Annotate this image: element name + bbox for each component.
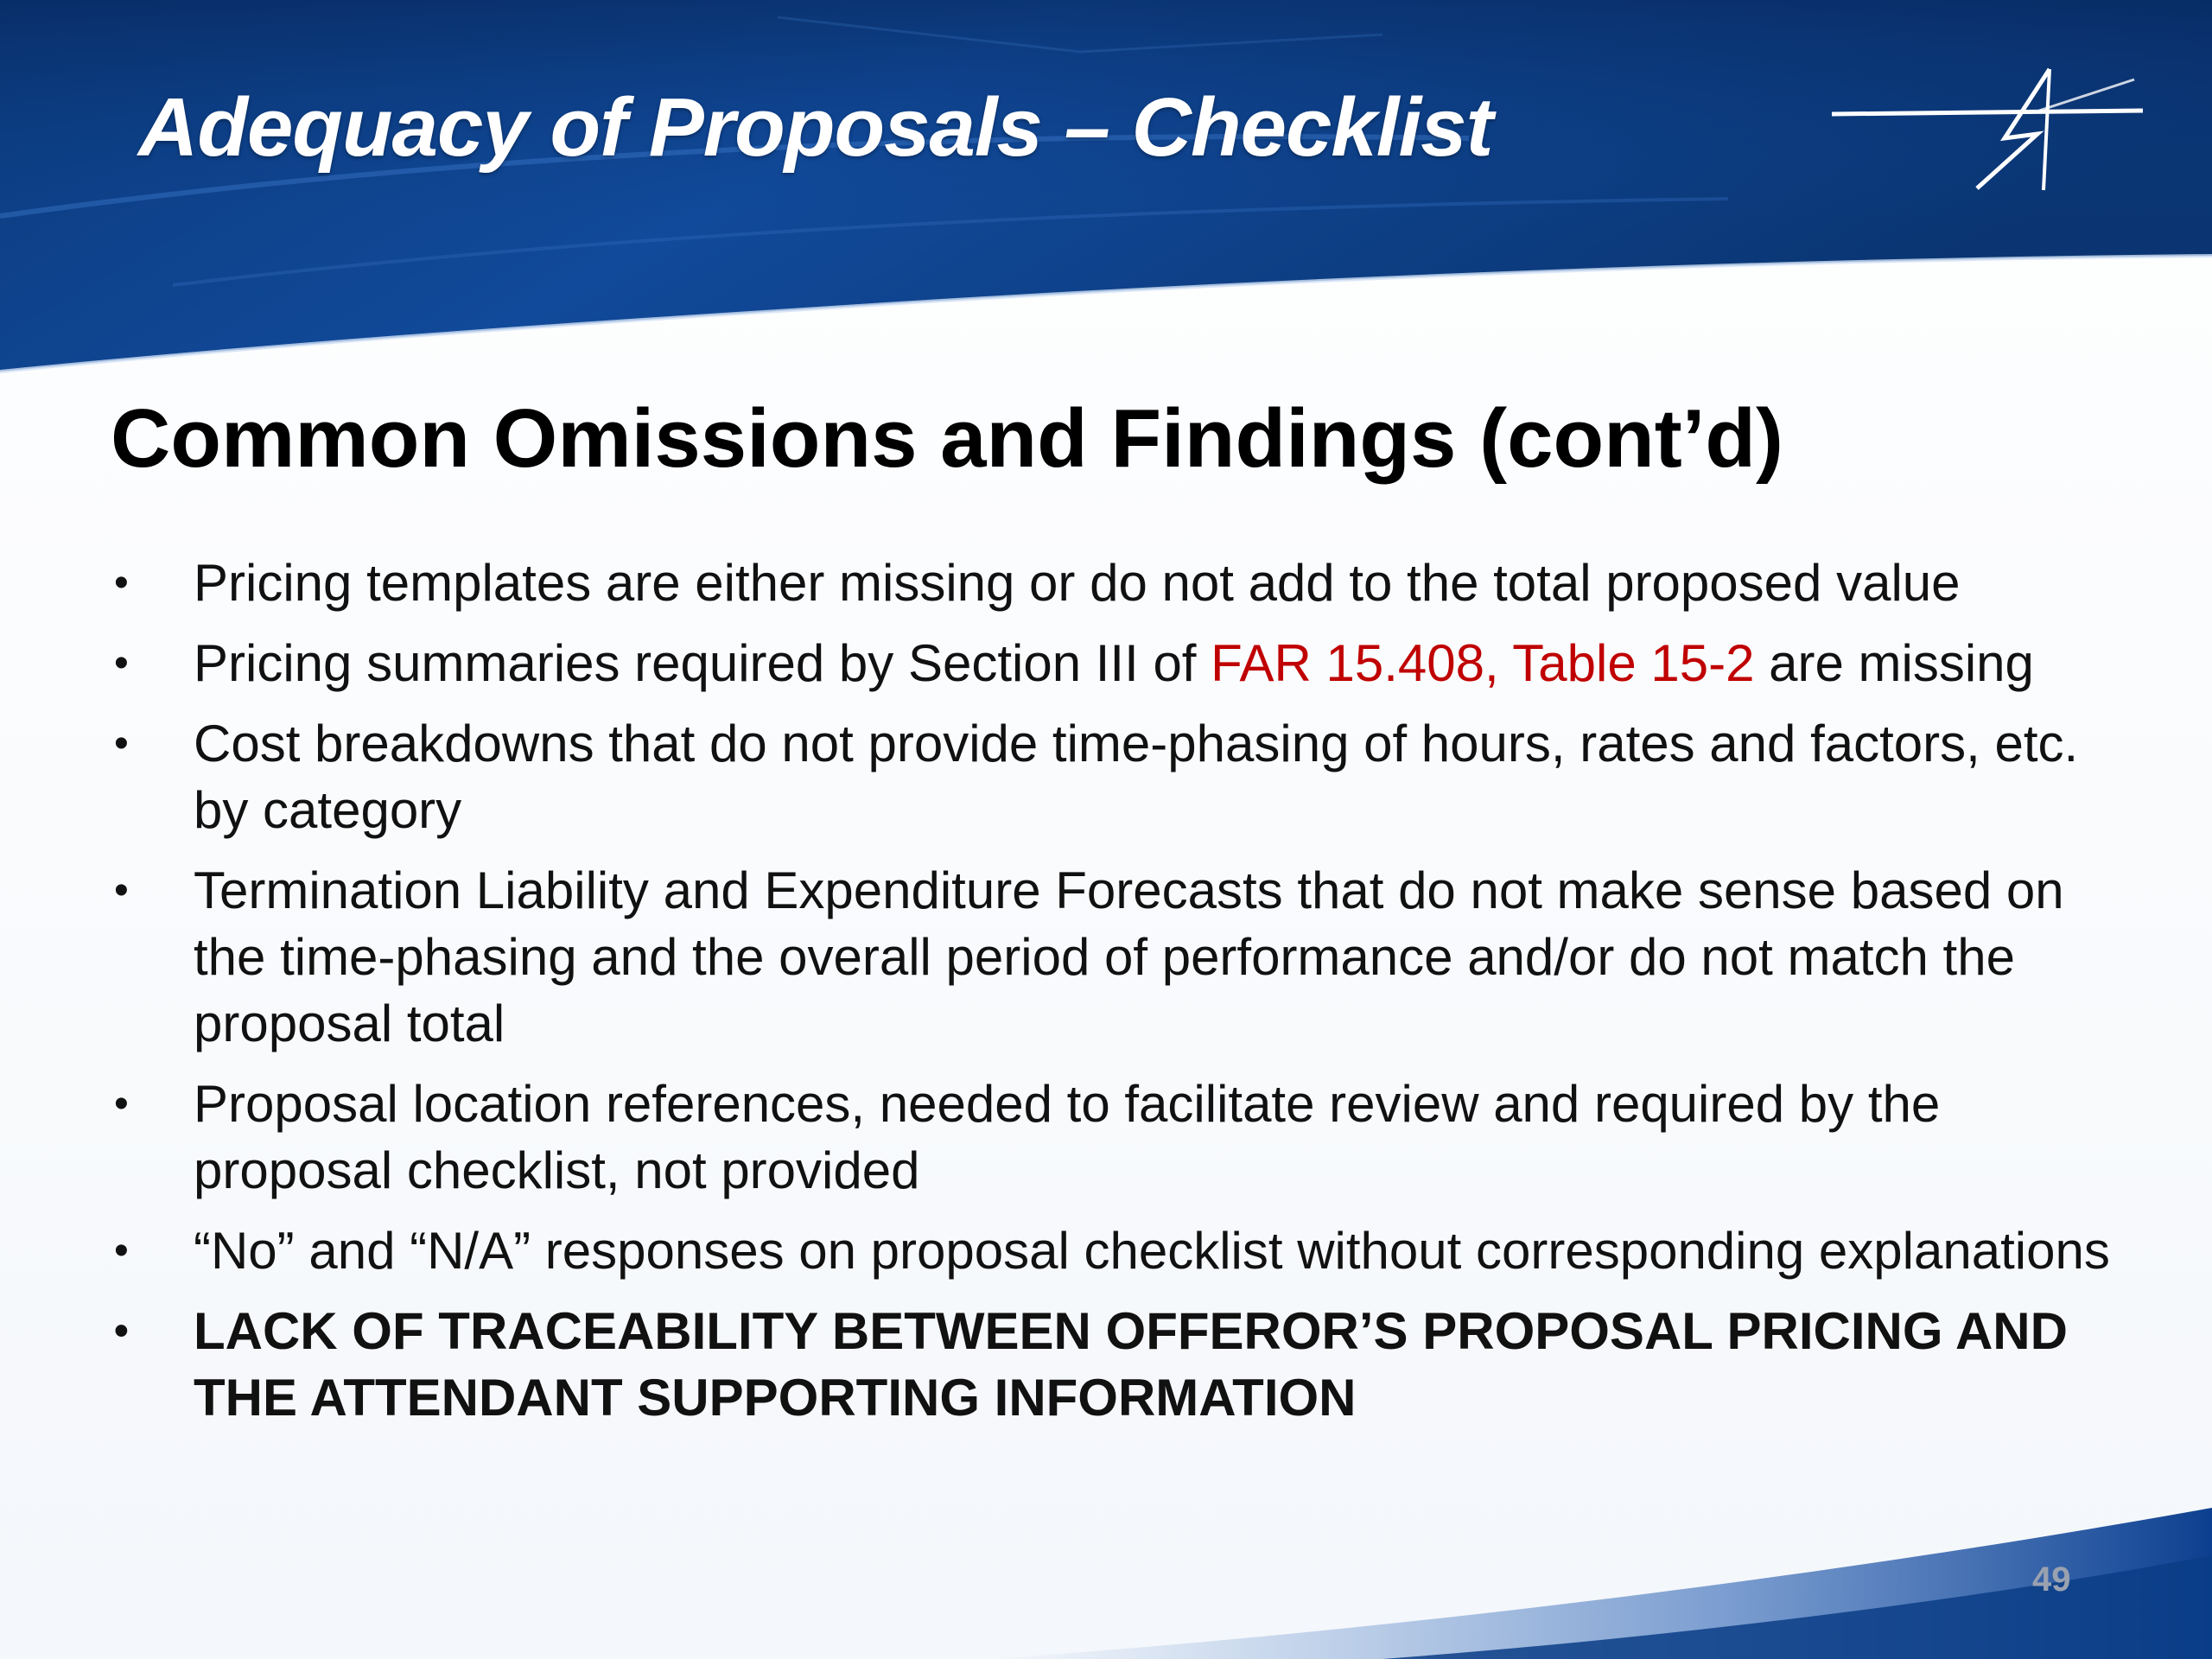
slide-title: Adequacy of Proposals – Checklist — [138, 81, 1493, 174]
bullet-icon: • — [114, 1081, 129, 1127]
bullet-icon: • — [114, 1228, 129, 1274]
bullet-text: are missing — [1754, 634, 2034, 692]
bullet-text: LACK OF TRACEABILITY BETWEEN OFFEROR’S PROPOSAL PRICING AND THE ATTENDANT SUPPORTING INFORMATION — [194, 1302, 2068, 1427]
bullet-icon: • — [114, 1308, 129, 1354]
bullet-icon: • — [114, 721, 129, 766]
findings-list — [111, 550, 2124, 1445]
bullet-text: Termination Liability and Expenditure Forecasts that do not make sense based on the time-phasing and the overall period of performance and/or do not match the proposal total — [194, 861, 2064, 1052]
list-item — [111, 1071, 2124, 1204]
bullet-text: Cost breakdowns that do not provide time-phasing of hours, rates and factors, etc. by category — [194, 715, 2079, 839]
bullet-icon: • — [114, 868, 129, 913]
bullet-icon: • — [114, 640, 129, 686]
far-reference: FAR 15.408, Table 15-2 — [1211, 634, 1755, 692]
bullet-text: “No” and “N/A” responses on proposal checklist without corresponding explanations — [194, 1222, 2110, 1280]
list-item — [111, 550, 2124, 616]
star-logo-icon — [1823, 60, 2152, 199]
section-heading: Common Omissions and Findings (cont’d) — [111, 392, 1783, 485]
list-item — [111, 710, 2124, 843]
bullet-text: Pricing templates are either missing or do not add to the total proposed value — [194, 554, 1961, 612]
list-item — [111, 857, 2124, 1057]
page-number: 49 — [2032, 1560, 2071, 1599]
list-item — [111, 1298, 2124, 1431]
bullet-icon: • — [114, 560, 129, 606]
bullet-text: Pricing summaries required by Section III of — [194, 634, 1211, 692]
bullet-text: Proposal location references, needed to facilitate review and required by the proposal checklist, not provided — [194, 1075, 1941, 1199]
list-item — [111, 1217, 2124, 1284]
list-item — [111, 630, 2124, 696]
